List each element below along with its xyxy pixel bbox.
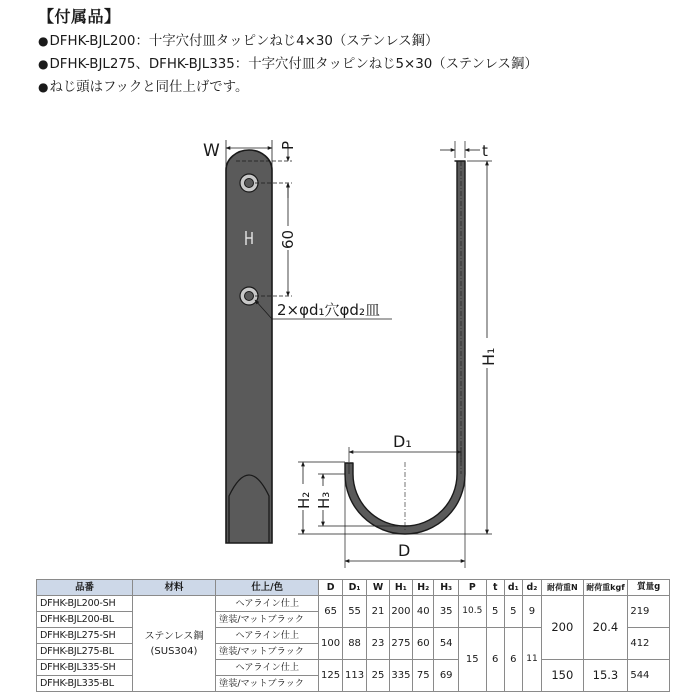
col-header-finish: 仕上/色 [216, 580, 319, 596]
finish-cell: ヘアライン仕上 [216, 596, 319, 612]
h1-cell: 335 [389, 660, 412, 692]
finish-cell: 塗装/マットブラック [216, 644, 319, 660]
material-name: ステンレス鋼 [144, 630, 204, 642]
hook-technical-drawing [0, 120, 700, 575]
hole-note-callout [255, 300, 392, 319]
load-kgf-cell: 20.4 [583, 596, 628, 660]
hook-front-view [226, 150, 272, 543]
part-number-cell: DFHK-BJL335-BL [37, 676, 133, 692]
h1-label: H₁ [479, 347, 498, 366]
bullet-icon: ● [38, 80, 49, 94]
hole-note-label: 2×φd₁穴φd₂皿 [277, 301, 380, 319]
hook-plate-outline [226, 150, 272, 543]
finish-cell: 塗装/マットブラック [216, 612, 319, 628]
col-header-d1: D₁ [342, 580, 367, 596]
bullet-icon: ● [38, 34, 49, 48]
small-d1-cell: 5 [504, 596, 522, 628]
h3-cell: 54 [434, 628, 459, 660]
finish-cell: ヘアライン仕上 [216, 628, 319, 644]
h3-cell: 35 [434, 596, 459, 628]
t-cell: 6 [486, 628, 504, 692]
col-header-p: P [458, 580, 486, 596]
hook-side-profile [345, 161, 465, 534]
h2-cell: 75 [413, 660, 434, 692]
w-cell: 21 [367, 596, 389, 628]
d-cell: 125 [319, 660, 342, 692]
accessory-text-2: DFHK-BJL275、DFHK-BJL335：十字穴付皿タッピンねじ5×30（ステンレス鋼） [49, 57, 538, 72]
p-cell: 10.5 [458, 596, 486, 628]
col-header-mass: 質量g [628, 580, 670, 596]
part-number-cell: DFHK-BJL335-SH [37, 660, 133, 676]
col-header-h3: H₃ [434, 580, 459, 596]
col-header-h1: H₁ [389, 580, 412, 596]
finish-cell: ヘアライン仕上 [216, 660, 319, 676]
d1-cell: 55 [342, 596, 367, 628]
finish-cell: 塗装/マットブラック [216, 676, 319, 692]
small-d2-cell: 11 [522, 628, 541, 692]
col-header-small-d2: d₂ [522, 580, 541, 596]
h3-label: H₃ [315, 491, 333, 509]
small-d1-cell: 6 [504, 628, 522, 692]
accessory-text-1: DFHK-BJL200：十字穴付皿タッピンねじ4×30（ステンレス鋼） [49, 34, 439, 49]
d-cell: 100 [319, 628, 342, 660]
load-n-cell: 200 [542, 596, 584, 660]
col-header-material: 材料 [132, 580, 215, 596]
part-number-cell: DFHK-BJL200-SH [37, 596, 133, 612]
hole-pitch-label: 60 [279, 229, 297, 249]
part-number-cell: DFHK-BJL275-SH [37, 628, 133, 644]
thickness-label: t [482, 142, 488, 160]
h2-label: H₂ [295, 491, 313, 509]
table-row [37, 660, 670, 676]
d1-cell: 88 [342, 628, 367, 660]
h1-cell: 200 [389, 596, 412, 628]
d1-cell: 113 [342, 660, 367, 692]
p-label: P [279, 140, 297, 150]
d1-label: D₁ [393, 432, 412, 451]
mass-cell: 219 [628, 596, 670, 628]
col-header-t: t [486, 580, 504, 596]
accessories-title: 【付属品】 [38, 7, 121, 26]
p-cell: 15 [458, 628, 486, 692]
d-label: D [398, 541, 411, 560]
width-label: W [203, 141, 220, 161]
col-header-load-n: 耐荷重N [542, 580, 584, 596]
accessory-line-1 [38, 30, 688, 53]
material-cell [132, 596, 215, 692]
col-header-d: D [319, 580, 342, 596]
h2-cell: 40 [413, 596, 434, 628]
table-row [37, 596, 670, 612]
load-n-cell: 150 [542, 660, 584, 692]
accessory-line-2 [38, 53, 688, 76]
hook-side-view [345, 161, 465, 534]
mass-cell: 544 [628, 660, 670, 692]
accessories-section [38, 4, 688, 99]
accessory-line-3 [38, 76, 688, 99]
h1-dimension [408, 161, 498, 534]
part-number-cell: DFHK-BJL275-BL [37, 644, 133, 660]
t-cell: 5 [486, 596, 504, 628]
table-header-row [37, 580, 670, 596]
small-d2-cell: 9 [522, 596, 541, 628]
col-header-h2: H₂ [413, 580, 434, 596]
thickness-dimension [440, 141, 488, 160]
mass-cell: 412 [628, 628, 670, 660]
spec-table [36, 579, 670, 692]
col-header-small-d1: d₁ [504, 580, 522, 596]
part-number-cell: DFHK-BJL200-BL [37, 612, 133, 628]
w-cell: 25 [367, 660, 389, 692]
col-header-load-kgf: 耐荷重kgf [583, 580, 628, 596]
w-cell: 23 [367, 628, 389, 660]
h2-cell: 60 [413, 628, 434, 660]
col-header-w: W [367, 580, 389, 596]
col-header-part-number: 品番 [37, 580, 133, 596]
d-cell: 65 [319, 596, 342, 628]
h1-cell: 275 [389, 628, 412, 660]
bullet-icon: ● [38, 57, 49, 71]
accessory-text-3: ねじ頭はフックと同仕上げです。 [49, 80, 249, 95]
material-grade: (SUS304) [150, 645, 198, 657]
load-kgf-cell: 15.3 [583, 660, 628, 692]
h3-cell: 69 [434, 660, 459, 692]
